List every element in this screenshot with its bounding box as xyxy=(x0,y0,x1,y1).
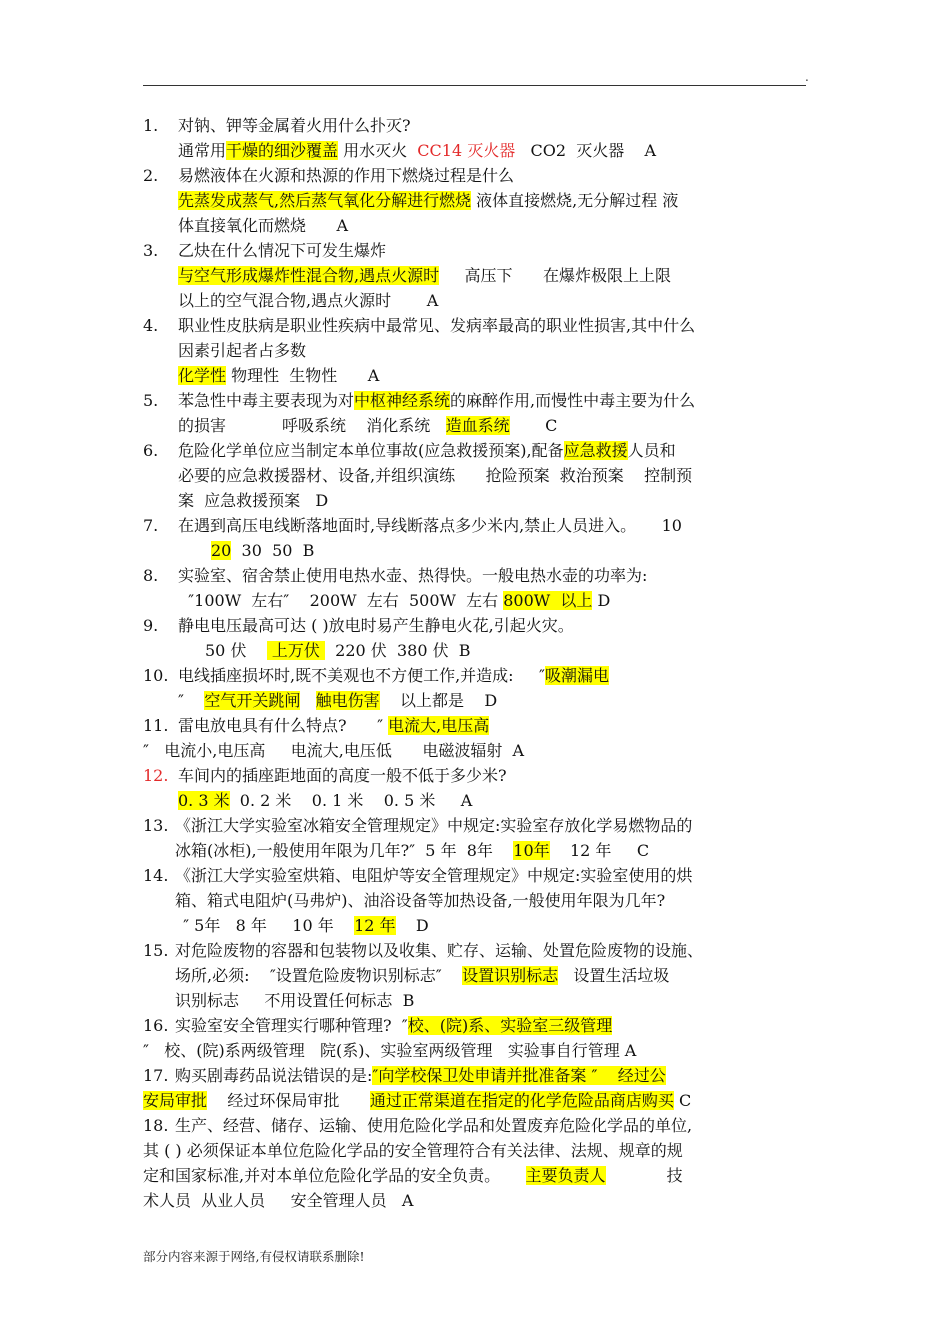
q18-text-cont2: 定和国家标准,并对本单位危险化学品的安全负责。 主要负责人 技 xyxy=(143,1166,683,1185)
q2-text: 易燃液体在火源和热源的作用下燃烧过程是什么 xyxy=(178,166,515,185)
q1-text: 对钠、钾等金属着火用什么扑灭? xyxy=(178,116,411,135)
q4-text-cont: 因素引起者占多数 xyxy=(178,341,307,360)
q6-text: 危险化学单位应当制定本单位事故(应急救援预案),配备应急救援人员和 xyxy=(178,441,676,460)
q3-num: 3. xyxy=(143,241,159,260)
q12-text: 车间内的插座距地面的高度一般不低于多少米? xyxy=(178,766,507,785)
q5-text: 苯急性中毒主要表现为对中枢神经系统的麻醉作用,而慢性中毒主要为什么 xyxy=(178,391,696,410)
header-dot: . xyxy=(805,70,809,84)
q18-text: 生产、经营、储存、运输、使用危险化学品和处置废弃危险化学品的单位, xyxy=(175,1116,693,1135)
q6-num: 6. xyxy=(143,441,159,460)
q6-text-cont: 必要的应急救援器材、设备,并组织演练 抢险预案 救治预案 控制预 xyxy=(178,466,693,485)
q3-text: 乙炔在什么情况下可发生爆炸 xyxy=(178,241,387,260)
q8-text: 实验室、宿舍禁止使用电热水壶、热得快。一般电热水壶的功率为: xyxy=(178,566,648,585)
q17-text: 购买剧毒药品说法错误的是:″向学校保卫处申请并批准备案 ″ 经过公 xyxy=(175,1066,666,1085)
q14-text-cont: 箱、箱式电阻炉(马弗炉)、油浴设备等加热设备,一般使用年限为几年? xyxy=(175,891,666,910)
q2-num: 2. xyxy=(143,166,159,185)
q14-answers: ″ 5年 8 年 10 年 12 年 D xyxy=(178,916,429,935)
q1-answers: 通常用干燥的细沙覆盖 用水灭火 CC14 灭火器 CO2 灭火器 A xyxy=(178,141,657,160)
q18-text-cont1: 其 ( ) 必须保证本单位危险化学品的安全管理符合有关法律、法规、规章的规 xyxy=(143,1141,683,1160)
q2-answers-cont: 体直接氧化而燃烧 A xyxy=(178,216,349,235)
q16-num: 16. xyxy=(143,1016,169,1035)
q14-num: 14. xyxy=(143,866,169,885)
q7-num: 7. xyxy=(143,516,159,535)
q15-answers: 场所,必须: ″设置危险废物识别标志″ 设置识别标志 设置生活垃圾 xyxy=(175,966,670,985)
q11-text: 雷电放电具有什么特点? ″ 电流大,电压高 xyxy=(178,716,490,735)
q7-answers: 20 30 50 B xyxy=(211,541,315,560)
q18-answers: 术人员 从业人员 安全管理人员 A xyxy=(143,1191,414,1210)
q2-answers: 先蒸发成蒸气,然后蒸气氧化分解进行燃烧 液体直接燃烧,无分解过程 液 xyxy=(178,191,679,210)
q11-num: 11. xyxy=(143,716,169,735)
q13-num: 13. xyxy=(143,816,169,835)
q14-text: 《浙江大学实验室烘箱、电阻炉等安全管理规定》中规定:实验室使用的烘 xyxy=(175,866,693,885)
header-rule xyxy=(143,85,806,86)
q4-answers: 化学性 物理性 生物性 A xyxy=(178,366,380,385)
footer-note: 部分内容来源于网络,有侵权请联系删除! xyxy=(143,1249,365,1264)
q15-answers-cont: 识别标志 不用设置任何标志 B xyxy=(175,991,415,1010)
q3-answers-cont: 以上的空气混合物,遇点火源时 A xyxy=(178,291,439,310)
q6-answers: 案 应急救援预案 D xyxy=(178,491,329,510)
q17-answers: 安局审批 经过环保局审批 通过正常渠道在指定的化学危险品商店购买 C xyxy=(143,1091,692,1110)
q18-num: 18. xyxy=(143,1116,169,1135)
q13-answers: 冰箱(冰柜),一般使用年限为几年?″ 5 年 8年 10年 12 年 C xyxy=(175,841,650,860)
q3-answers: 与空气形成爆炸性混合物,遇点火源时 高压下 在爆炸极限上上限 xyxy=(178,266,672,285)
q12-num: 12. xyxy=(143,766,169,785)
q17-num: 17. xyxy=(143,1066,169,1085)
q4-num: 4. xyxy=(143,316,159,335)
q9-num: 9. xyxy=(143,616,159,635)
q10-answers: ″ 空气开关跳闸 触电伤害 以上都是 D xyxy=(178,691,498,710)
q12-answers: 0. 3 米 0. 2 米 0. 1 米 0. 5 米 A xyxy=(178,791,473,810)
q10-text: 电线插座损坏时,既不美观也不方便工作,并造成: ″吸潮漏电 xyxy=(178,666,609,685)
q11-answers: ″ 电流小,电压高 电流大,电压低 电磁波辐射 A xyxy=(143,741,525,760)
q8-answers: ″100W 左右″ 200W 左右 500W 左右 800W 以上 D xyxy=(178,591,611,610)
q10-num: 10. xyxy=(143,666,169,685)
q5-answers: 的损害 呼吸系统 消化系统 造血系统 C xyxy=(178,416,558,435)
q8-num: 8. xyxy=(143,566,159,585)
q16-text: 实验室安全管理实行哪种管理? ″校、(院)系、实验室三级管理 xyxy=(175,1016,613,1035)
q4-text: 职业性皮肤病是职业性疾病中最常见、发病率最高的职业性损害,其中什么 xyxy=(178,316,696,335)
q15-num: 15. xyxy=(143,941,169,960)
q15-text: 对危险废物的容器和包装物以及收集、贮存、运输、处置危险废物的设施、 xyxy=(175,941,704,960)
q9-answers: 50 伏 上万伏 220 伏 380 伏 B xyxy=(205,641,471,660)
q9-text: 静电电压最高可达 ( )放电时易产生静电火花,引起火灾。 xyxy=(178,616,574,635)
q7-text: 在遇到高压电线断落地面时,导线断落点多少米内,禁止人员进入。 10 xyxy=(178,516,682,535)
q5-num: 5. xyxy=(143,391,159,410)
q13-text: 《浙江大学实验室冰箱安全管理规定》中规定:实验室存放化学易燃物品的 xyxy=(175,816,693,835)
q16-answers: ″ 校、(院)系两级管理 院(系)、实验室两级管理 实验事自行管理 A xyxy=(143,1041,637,1060)
q1-num: 1. xyxy=(143,116,159,135)
